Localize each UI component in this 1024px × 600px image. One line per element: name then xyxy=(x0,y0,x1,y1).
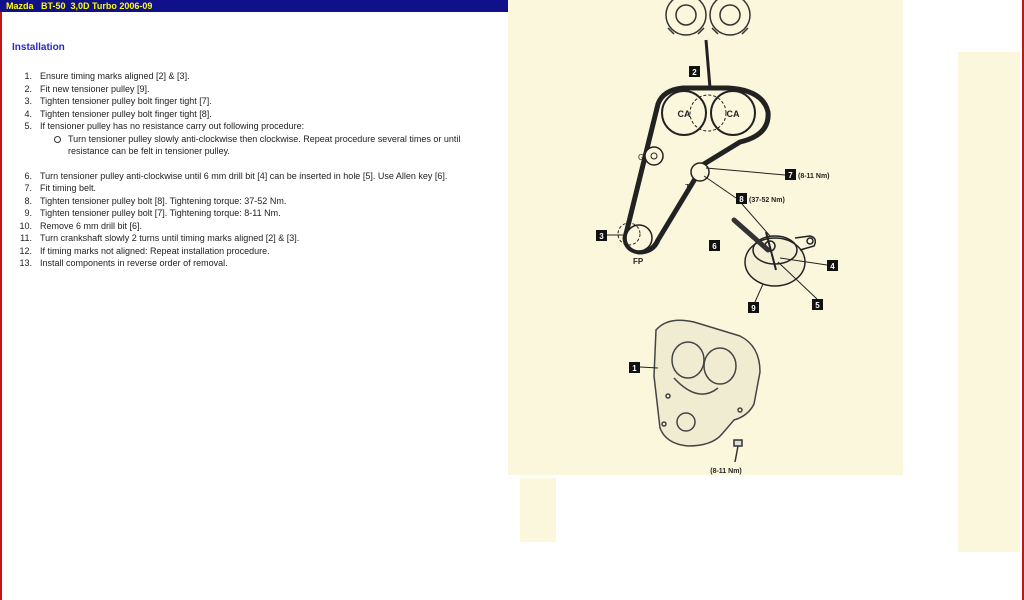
step-number: 10. xyxy=(19,220,32,231)
callout-number-6: 6 xyxy=(712,242,717,251)
step-text: If timing marks not aligned: Repeat installation procedure. xyxy=(40,245,270,256)
leader-line xyxy=(755,284,763,302)
step-item xyxy=(0,108,500,121)
circle-bullet-icon xyxy=(54,136,61,143)
leader-line xyxy=(704,176,736,198)
step-text: Tighten tensioner pulley bolt finger tight [7]. xyxy=(40,96,212,106)
step-item xyxy=(0,207,500,220)
crankshaft-pulley-label: FP xyxy=(633,257,644,266)
callout-number-7: 7 xyxy=(788,171,793,180)
step-text: Ensure timing marks aligned [2] & [3]. xyxy=(40,71,190,81)
step-number: 1. xyxy=(24,71,32,81)
crankshaft-pulley-illustration xyxy=(626,225,652,251)
step-number: 5. xyxy=(24,121,32,131)
torque-label-8: (37-52 Nm) xyxy=(749,197,785,204)
callout-number-4: 4 xyxy=(830,262,835,271)
camshaft-pulley-label: CA xyxy=(677,109,691,119)
step-text: Install components in reverse order of removal. xyxy=(40,258,228,268)
timing-belt-diagram xyxy=(508,0,903,480)
step-item xyxy=(0,220,500,233)
step-item xyxy=(0,182,500,195)
tensioner-assembly-illustration xyxy=(745,236,815,286)
callout-number-3: 3 xyxy=(599,232,604,241)
step-text: Tighten tensioner pulley bolt finger tight [8]. xyxy=(40,108,212,119)
step-item xyxy=(0,195,500,208)
step-item xyxy=(0,95,500,108)
diagram-background-patch xyxy=(520,478,556,542)
rear-timing-cover-illustration xyxy=(654,320,760,446)
step-item xyxy=(0,120,500,158)
step-number: 11. xyxy=(20,233,32,243)
camshaft-gears-illustration xyxy=(666,0,750,35)
step-number: 6. xyxy=(24,170,32,181)
sub-step xyxy=(40,133,500,158)
belt-top-run xyxy=(706,40,710,88)
step-text: Fit timing belt. xyxy=(40,183,97,193)
diagram-background-strip xyxy=(958,52,1020,552)
step-item xyxy=(0,245,500,258)
torque-label-bottom: (8-11 Nm) xyxy=(710,468,742,475)
step-text: Turn crankshaft slowly 2 turns until timing marks aligned [2] & [3]. xyxy=(40,233,300,243)
step-number: 2. xyxy=(24,83,32,94)
step-number: 12. xyxy=(19,245,32,256)
cover-bolt-illustration xyxy=(734,440,742,462)
step-text: Remove 6 mm drill bit [6]. xyxy=(40,220,143,231)
document-title-bar: Mazda BT-50 3,0D Turbo 2006-09 xyxy=(0,0,508,12)
step-number: 8. xyxy=(24,195,32,206)
tensioner-pulley-illustration xyxy=(691,163,709,181)
leader-line xyxy=(706,168,785,175)
step-text: Tighten tensioner pulley bolt [8]. Tightening torque: 37-52 Nm. xyxy=(40,195,287,206)
step-number: 7. xyxy=(24,183,32,193)
callout-number-8: 8 xyxy=(739,195,744,204)
torque-label-7: (8-11 Nm) xyxy=(798,173,830,180)
step-number: 4. xyxy=(24,108,32,119)
step-number: 9. xyxy=(24,208,32,218)
step-text: Turn tensioner pulley anti-clockwise until 6 mm drill bit [4] can be inserted in hole [5]. Use Allen key [6]. xyxy=(40,170,448,181)
step-item xyxy=(0,70,500,83)
callout-number-5: 5 xyxy=(815,301,820,310)
installation-steps-list xyxy=(0,70,500,270)
step-number: 13. xyxy=(19,258,32,268)
step-item xyxy=(0,170,500,183)
idler-pulley-label: G xyxy=(638,153,645,162)
camshaft-pulleys-illustration xyxy=(662,91,755,135)
idler-pulley-illustration xyxy=(645,147,663,165)
sub-step-text: Turn tensioner pulley slowly anti-clockwise then clockwise. Repeat procedure several times or until resistance can be felt in tensioner pulley. xyxy=(68,133,461,156)
step-number: 3. xyxy=(24,96,32,106)
camshaft-pulley-label: CA xyxy=(726,109,740,119)
section-heading: Installation xyxy=(12,42,65,53)
callout-number-1: 1 xyxy=(632,364,637,373)
callout-number-2: 2 xyxy=(692,68,697,77)
callout-number-9: 9 xyxy=(751,304,756,313)
step-text: Tighten tensioner pulley bolt [7]. Tightening torque: 8-11 Nm. xyxy=(40,208,281,218)
step-text: Fit new tensioner pulley [9]. xyxy=(40,83,150,94)
step-text: If tensioner pulley has no resistance carry out following procedure: xyxy=(40,121,305,131)
step-item xyxy=(0,232,500,245)
step-item xyxy=(0,83,500,96)
step-item xyxy=(0,257,500,270)
allen-key-illustration xyxy=(734,220,768,250)
tensioner-pulley-label: T xyxy=(685,183,690,192)
